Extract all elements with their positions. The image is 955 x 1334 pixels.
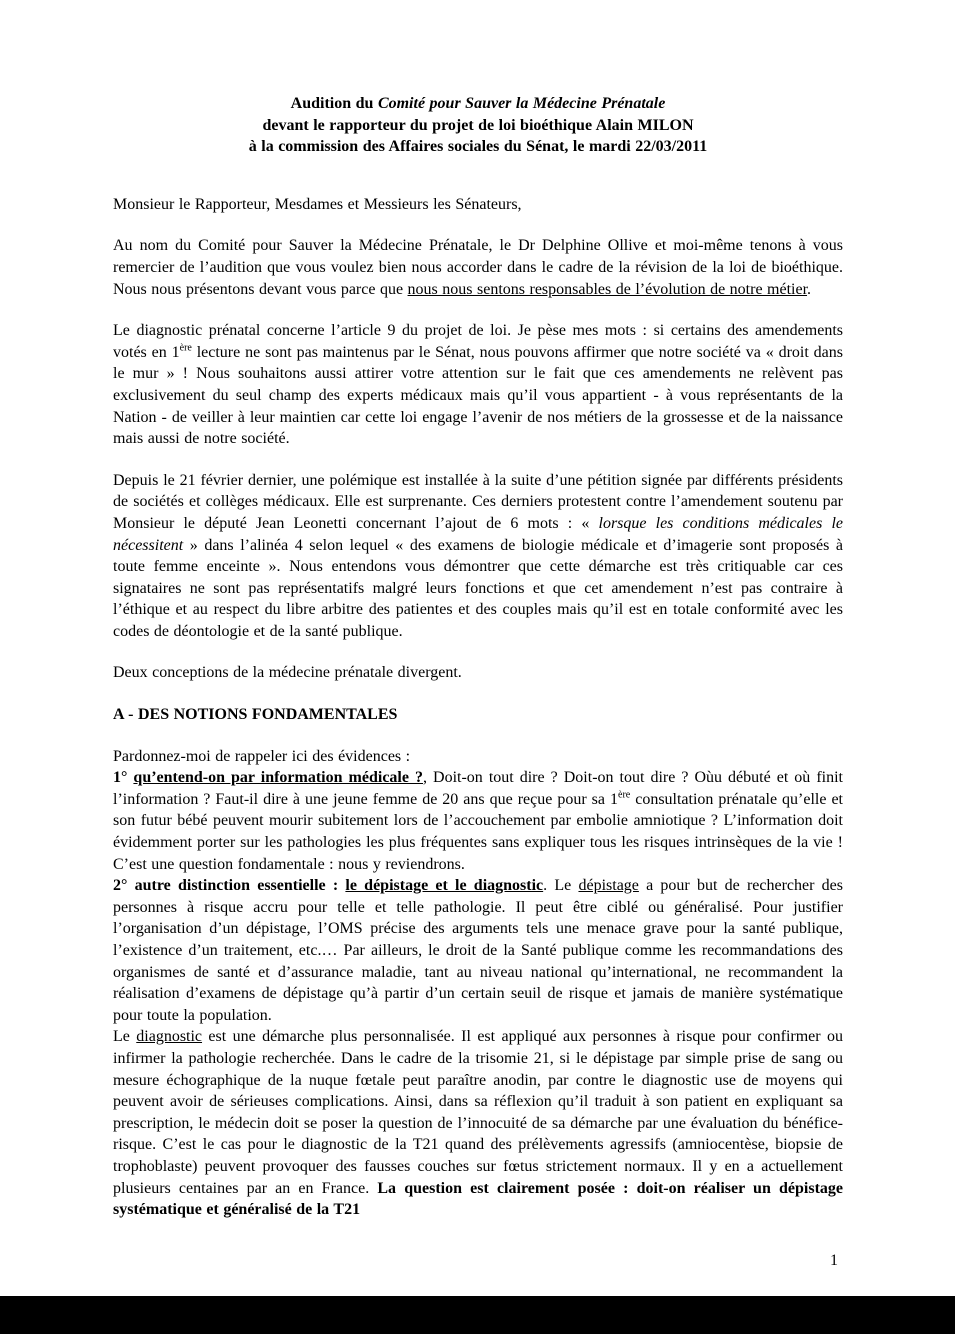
text-run: ère — [618, 789, 631, 801]
text-run: le dépistage et le diagnostic — [345, 877, 544, 895]
text-run: consultation prénatale qu’elle et son futur bébé peuvent mourir subitement lors de l’accouchement par embolie amniotique ? L’information doit évidemment porter sur les pathologies les plus fréquentes sans expliquer tous les risques intrinsèques de la vie ! C’est une question fondamentale : nous y reviendrons. — [113, 790, 844, 873]
text-run: lecture ne sont pas maintenus par le Sénat, nous pouvons affirmer que notre société va « droit dans le mur » ! Nous souhaitons aussi attirer votre attention sur le fait que ces amendements ne relèvent pas exclusivement du seul champ des experts médicaux mais qu’il vous appartient - à vous représentants de la Nation - de veiller à leur maintien car cette loi engage l’avenir de nos métiers de la grossesse et de la naissance mais aussi de notre société. — [113, 343, 844, 448]
text-run: » dans l’alinéa 4 selon lequel « des examens de biologie médicale et d’imagerie sont proposés à toute femme enceinte ». Nous entendons vous démontrer que cette démarche est très critiquable car ces signataires ne sont pas représentatifs malgré leurs fonctions et que cet amendement n’est pas contraire à l’éthique et au respect du libre arbitre des patientes et des couples mais qu’il est en totale conformité avec les codes de déontologie et de la santé publique. — [113, 536, 843, 640]
paragraph — [113, 235, 843, 300]
paragraph — [113, 746, 843, 768]
text-run: Le diagnostic prénatal concerne l’article 9 du projet de loi. Je pèse mes mots : si certains des amendements votés en 1 — [113, 322, 843, 361]
text-run: Deux conceptions de la médecine prénatale divergent. — [113, 664, 462, 682]
paragraph — [113, 320, 843, 450]
title-line — [113, 115, 843, 137]
text-run: , Doit-on tout dire ? Doit-on tout dire ? Oùu débuté et où finit l’information ? Faut-il dire à une jeune femme de 20 ans que reçue pour sa 1 — [113, 769, 843, 808]
text-run: Depuis le 21 février dernier, une polémique est installée à la suite d’une pétition signée par différents présidents de sociétés et collèges médicaux. Elle est surprenante. Ces derniers protestent contre l’amendement soutenu par Monsieur le député Jean Leonetti concernant l’ajout de 6 mots : « — [113, 471, 843, 532]
text-run: dépistage — [578, 877, 639, 895]
text-run: à la commission des Affaires sociales du Sénat, le mardi 22/03/2011 — [248, 138, 708, 156]
paragraph — [113, 470, 843, 643]
title-line — [113, 136, 843, 158]
document-body — [113, 93, 843, 1221]
text-run: Au nom du Comité pour Sauver la Médecine Prénatale, le Dr Delphine Ollive et moi-même tenons à vous remercier de l’audition que vous voulez bien nous accorder dans le cadre de la révision de la loi de bioéthique. Nous nous présentons devant vous parce que — [113, 237, 843, 298]
text-run: diagnostic — [136, 1028, 203, 1046]
text-run: ère — [179, 342, 192, 354]
text-run: Audition du — [290, 95, 378, 112]
text-run: La question est clairement posée : doit-on réaliser un dépistage systématique et généralisé de la T21 — [113, 1179, 843, 1219]
section-heading — [113, 704, 843, 726]
text-run: devant le rapporteur du projet de loi bioéthique Alain MILON — [262, 116, 694, 134]
text-run: Le — [113, 1028, 137, 1046]
text-run: qu’entend-on par information médicale ? — [133, 769, 423, 787]
paragraph — [113, 875, 843, 1026]
text-run: nous nous sentons responsables de l’évolution de notre métier — [407, 280, 808, 298]
text-run: Monsieur le Rapporteur, Mesdames et Messieurs les Sénateurs, — [113, 195, 522, 213]
page-number: 1 — [830, 1252, 838, 1269]
text-run: lorsque les conditions médicales le nécessitent — [113, 514, 843, 554]
text-run: . Le — [543, 877, 579, 895]
paragraph — [113, 662, 843, 684]
text-run: 1° — [113, 769, 134, 787]
text-run: Pardonnez-moi de rappeler ici des évidences : — [113, 747, 411, 765]
paragraph — [113, 767, 843, 875]
text-run: A - DES NOTIONS FONDAMENTALES — [113, 706, 398, 724]
paragraph — [113, 194, 843, 216]
text-run: 2° autre distinction essentielle : — [113, 877, 346, 895]
text-run: . — [807, 280, 812, 298]
bottom-bar — [0, 1296, 955, 1334]
text-run: Comité pour Sauver la Médecine Prénatale — [377, 95, 666, 112]
text-run: est une démarche plus personnalisée. Il est appliqué aux personnes à risque pour confirmer ou infirmer la pathologie recherchée. Dans le cadre de la trisomie 21, si le dépistage par simple prise de sang ou mesure échographique de la nuque fœtale peut paraître anodin, par contre le diagnostic use de moyens qui peuvent avoir de sérieuses complications. Ainsi, dans sa réflexion qu’il traduit à son patient en expliquant sa prescription, le médecin doit se poser la question de l’innocuité de sa démarche par une évaluation du bénéfice-risque. C’est le cas pour le diagnostic de la T21 quand des prélèvements agressifs (amniocentèse, biopsie de trophoblaste) peuvent provoquer des fausses couches sur fœtus strictement normaux. Il y en a actuellement plusieurs centaines par an en France. — [113, 1028, 844, 1197]
title-line — [113, 93, 843, 115]
paragraph — [113, 1026, 843, 1220]
text-run: a pour but de rechercher des personnes à risque accru pour telle et telle pathologie. Il peut être ciblé ou généralisé. Pour justifier l’organisation d’un dépistage, l’OMS précise des arguments tels une menace grave pour la santé publique, l’existence d’un traitement, etc.… Par ailleurs, le droit de la Santé publique comme les recommandations des organismes de santé et d’assurance maladie, tant au niveau national qu’international, ne recommandent la réalisation d’examens de dépistage qu’à partir d’un certain seuil de risque et jamais de manière systématique pour toute la population. — [113, 877, 843, 1024]
